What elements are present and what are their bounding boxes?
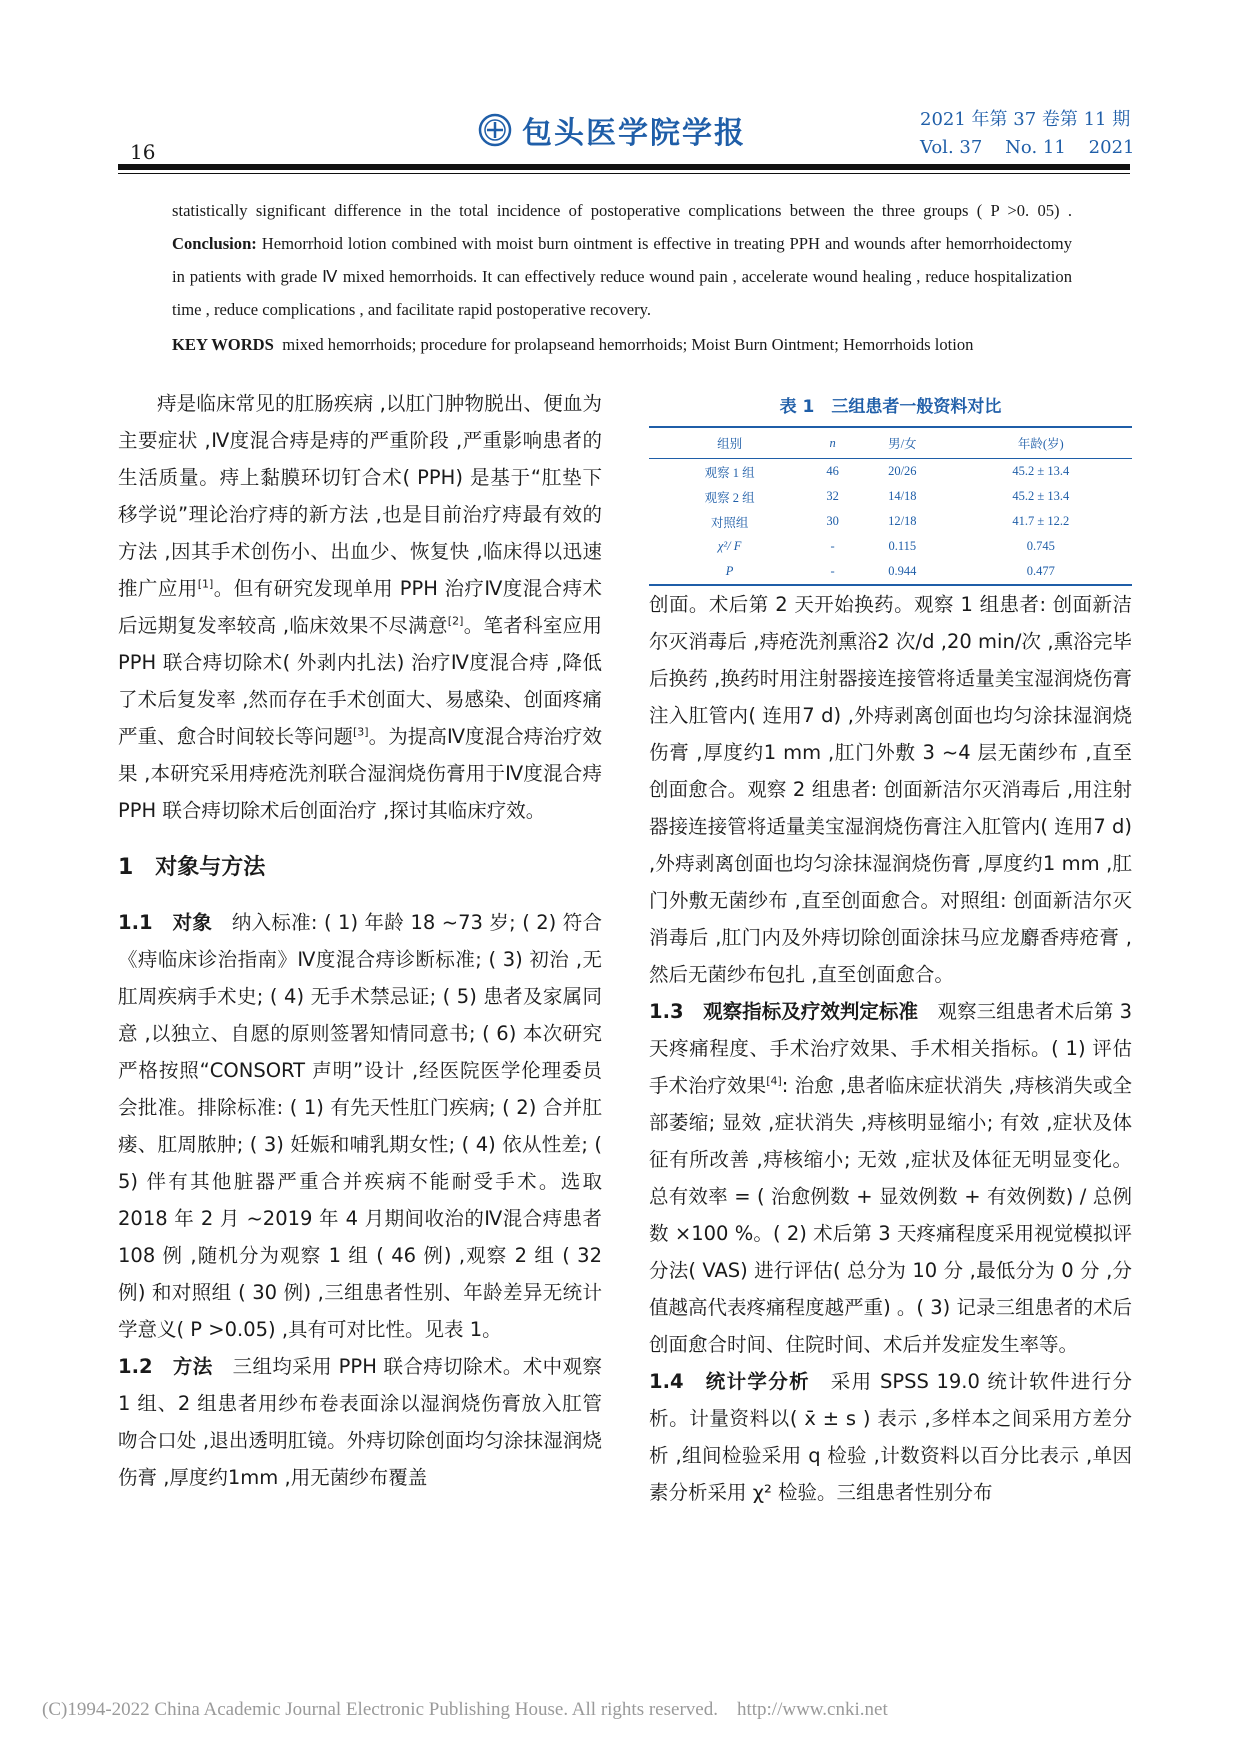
subsection-text: 纳入标准: ( 1) 年龄 18 ~73 岁; ( 2) 符合《痔临床诊治指南》Ⅳ度混合痔诊断标准; ( 3) 初治 ,无肛周疾病手术史; ( 4) 无手术禁忌证; ( 5) 患者及家属同意 ,以独立、自愿的原则签署知情同意书; ( 6) 本次研究严格按照“CONSORT 声明”设计 ,经医院医学伦理委员会批准。排除标准: ( 1) 有先天性肛门疾病; ( 2) 合并肛瘘、肛周脓肿; ( 3) 妊娠和哺乳期女性; ( 4) 依从性差; ( 5) 伴有其他脏器严重合并疾病不能耐受手术。选取 2018 年 2 月 ~2019 年 4 月期间收治的Ⅳ混合痔患者 108 例 ,随机分为观察 1 组 ( 46 例) ,观察 2 组 ( 32 例) 和对照组 ( 30 例) ,三组患者性别、年龄差异无统计学意义( P >0.05) ,具有可对比性。见表 1。 bbox=[118, 911, 603, 1341]
intro-text: 。为提高Ⅳ度混合痔治疗效果 ,本研究采用痔疮洗剂联合湿润烧伤膏用于Ⅳ度混合痔 PPH 联合痔切除术后创面治疗 ,探讨其临床疗效。 bbox=[118, 725, 602, 822]
journal-emblem-icon bbox=[478, 113, 512, 147]
table-cell: 观察 2 组 bbox=[704, 490, 755, 505]
table-cell: - bbox=[830, 539, 835, 553]
table-caption: 表 1 三组患者一般资料对比 bbox=[779, 397, 1002, 417]
issue-info bbox=[920, 106, 1135, 162]
subsection-1-1 bbox=[118, 904, 602, 1348]
page-number: 16 bbox=[130, 140, 156, 164]
abstract-body bbox=[172, 194, 1072, 326]
table-cell: 20/26 bbox=[888, 464, 917, 478]
table-cell: 46 bbox=[826, 464, 839, 478]
column-header: 组别 bbox=[649, 427, 810, 459]
copyright-text: (C)1994-2022 China Academic Journal Electronic Publishing House. All rights reserved. bbox=[42, 1699, 718, 1720]
intro-text: 。笔者科室应用 PPH 联合痔切除术( 外剥内扎法) 治疗Ⅳ度混合痔 ,降低了术后复发率 ,然而存在手术创面大、易感染、创面疼痛严重、愈合时间较长等问题 bbox=[118, 614, 602, 748]
section-heading: 1 对象与方法 bbox=[118, 855, 266, 880]
table-cell: 32 bbox=[826, 489, 839, 503]
header-rule bbox=[118, 164, 1130, 170]
subsection-label: 1.3 观察指标及疗效判定标准 bbox=[649, 1000, 938, 1023]
keywords bbox=[172, 328, 1072, 361]
reference-2: [2] bbox=[447, 614, 464, 628]
conclusion-text: Hemorrhoid lotion combined with moist burn ointment is effective in treating PPH and wounds after hemorrhoidectomy in patients with grade Ⅳ mixed hemorrhoids. It can effectively reduce wound pain , accelerate wound healing , reduce hospitalization time , reduce complications , and facilitate rapid postoperative recovery. bbox=[172, 234, 1072, 319]
subsection-label: 1.1 对象 bbox=[118, 911, 232, 934]
table-header-row bbox=[649, 427, 1132, 459]
table-cell: 对照组 bbox=[710, 515, 749, 530]
reference-4: [4] bbox=[766, 1074, 782, 1088]
footer-url: http://www.cnki.net bbox=[736, 1699, 888, 1720]
subsection-text: 采用 SPSS 19.0 统计软件进行分析。计量资料以( x̄ ± s ) 表示 ,多样本之间采用方差分析 ,组间检验采用 q 检验 ,计数资料以百分比表示 ,单因素分析采用 χ² 检验。三组患者性别分布 bbox=[649, 1370, 1132, 1504]
subsection-1-3 bbox=[649, 993, 1132, 1363]
subsection-text: 三组均采用 PPH 联合痔切除术。术中观察 1 组、2 组患者用纱布卷表面涂以湿润烧伤膏放入肛管吻合口处 ,退出透明肛镜。外痔切除创面均匀涂抹湿润烧伤膏 ,厚度约1mm ,用无菌纱布覆盖 bbox=[118, 1355, 602, 1489]
table-row bbox=[649, 559, 1132, 585]
keywords-label: KEY WORDS bbox=[172, 335, 274, 354]
table-row bbox=[649, 534, 1132, 559]
subsection-label: 1.4 统计学分析 bbox=[649, 1370, 831, 1393]
subsection-text: : 治愈 ,患者临床症状消失 ,痔核消失或全部萎缩; 显效 ,症状消失 ,痔核明显缩小; 有效 ,症状及体征有所改善 ,痔核缩小; 无效 ,症状及体征无明显变化。总有效率 = ( 治愈例数 + 显效例数 + 有效例数) / 总例数 ×100 %。( 2) 术后第 3 天疼痛程度采用视觉模拟评分法( VAS) 进行评估( 总分为 10 分 ,最低分为 0 分 ,分值越高代表疼痛程度越严重) 。( 3) 记录三组患者的术后创面愈合时间、住院时间、术后并发症发生率等。 bbox=[649, 1074, 1132, 1356]
table-row bbox=[649, 459, 1132, 485]
column-header: 男/女 bbox=[855, 427, 949, 459]
conclusion-label: Conclusion: bbox=[172, 234, 257, 253]
table-cell: χ²/ F bbox=[717, 539, 742, 553]
left-column bbox=[118, 385, 602, 1496]
subsection-1-2 bbox=[118, 1348, 602, 1496]
table-cell: 观察 1 组 bbox=[704, 465, 755, 480]
copyright-footer bbox=[42, 1699, 888, 1721]
table-cell: 45.2 ± 13.4 bbox=[1012, 464, 1070, 478]
table-cell: 45.2 ± 13.4 bbox=[1012, 489, 1070, 503]
column-header: 年龄(岁) bbox=[950, 427, 1132, 459]
intro-text: 痔是临床常见的肛肠疾病 ,以肛门肿物脱出、便血为主要症状 ,Ⅳ度混合痔是痔的严重阶段 ,严重影响患者的生活质量。痔上黏膜环切钉合术( PPH) 是基于“肛垫下移学说”理论治疗痔的新方法 ,也是目前治疗痔最有效的方法 ,因其手术创伤小、出血少、恢复快 ,临床得以迅速推广应用 bbox=[118, 392, 602, 600]
table-cell: 12/18 bbox=[888, 514, 917, 528]
table-cell: 0.115 bbox=[888, 539, 917, 553]
intro-paragraph bbox=[118, 385, 602, 829]
abstract-results-tail: statistically significant difference in the total incidence of postoperative complications between the three groups ( P >0. 05) . bbox=[172, 201, 1072, 220]
table-cell: 41.7 ± 12.2 bbox=[1012, 514, 1070, 528]
keywords-text: mixed hemorrhoids; procedure for prolapseand hemorrhoids; Moist Burn Ointment; Hemorrhoids lotion bbox=[273, 335, 974, 354]
table-cell: 0.477 bbox=[950, 559, 1132, 585]
table-cell: 14/18 bbox=[888, 489, 917, 503]
journal-masthead bbox=[478, 108, 746, 152]
table-row bbox=[649, 484, 1132, 509]
right-column bbox=[649, 586, 1132, 1511]
subsection-1-4 bbox=[649, 1363, 1132, 1511]
subsection-label: 1.2 方法 bbox=[118, 1355, 233, 1378]
table-cell: 30 bbox=[826, 514, 839, 528]
journal-title: 包头医学院学报 bbox=[522, 116, 746, 151]
table-cell: P bbox=[649, 559, 810, 585]
reference-1: [1] bbox=[197, 577, 214, 591]
table-row bbox=[649, 509, 1132, 534]
table-cell: 0.745 bbox=[1026, 539, 1055, 553]
subsection-text: 观察三组患者术后第 3 天疼痛程度、手术治疗效果、手术相关指标。( 1) 评估手术治疗效果 bbox=[649, 1000, 1133, 1097]
header-rule-thin bbox=[118, 173, 1130, 174]
english-abstract bbox=[172, 194, 1072, 361]
table-cell: - bbox=[810, 559, 855, 585]
reference-3: [3] bbox=[352, 725, 369, 739]
column-header: n bbox=[810, 427, 855, 459]
issue-info-cn: 2021 年第 37 卷第 11 期 bbox=[920, 109, 1131, 130]
table-cell: 0.944 bbox=[855, 559, 949, 585]
data-table bbox=[649, 426, 1132, 586]
issue-info-en: Vol. 37 No. 11 2021 bbox=[920, 137, 1135, 158]
intro-text: 。但有研究发现单用 PPH 治疗Ⅳ度混合痔术后远期复发率较高 ,临床效果不尽满意 bbox=[118, 577, 602, 637]
method-paragraph: 创面。术后第 2 天开始换药。观察 1 组患者: 创面新洁尔灭消毒后 ,痔疮洗剂熏浴2 次/d ,20 min/次 ,熏浴完毕后换药 ,换药时用注射器接连接管将适量美宝湿润烧伤膏注入肛管内( 连用7 d) ,外痔剥离创面也均匀涂抹湿润烧伤膏 ,厚度约1 mm ,肛门外敷 3 ~4 层无菌纱布 ,直至创面愈合。观察 2 组患者: 创面新洁尔灭消毒后 ,用注射器接连接管将适量美宝湿润烧伤膏注入肛管内( 连用7 d) ,外痔剥离创面也均匀涂抹湿润烧伤膏 ,厚度约1 mm ,肛门外敷无菌纱布 ,直至创面愈合。对照组: 创面新洁尔灭消毒后 ,肛门内及外痔切除创面涂抹马应龙麝香痔疮膏 ,然后无菌纱布包扎 ,直至创面愈合。 bbox=[649, 593, 1132, 986]
